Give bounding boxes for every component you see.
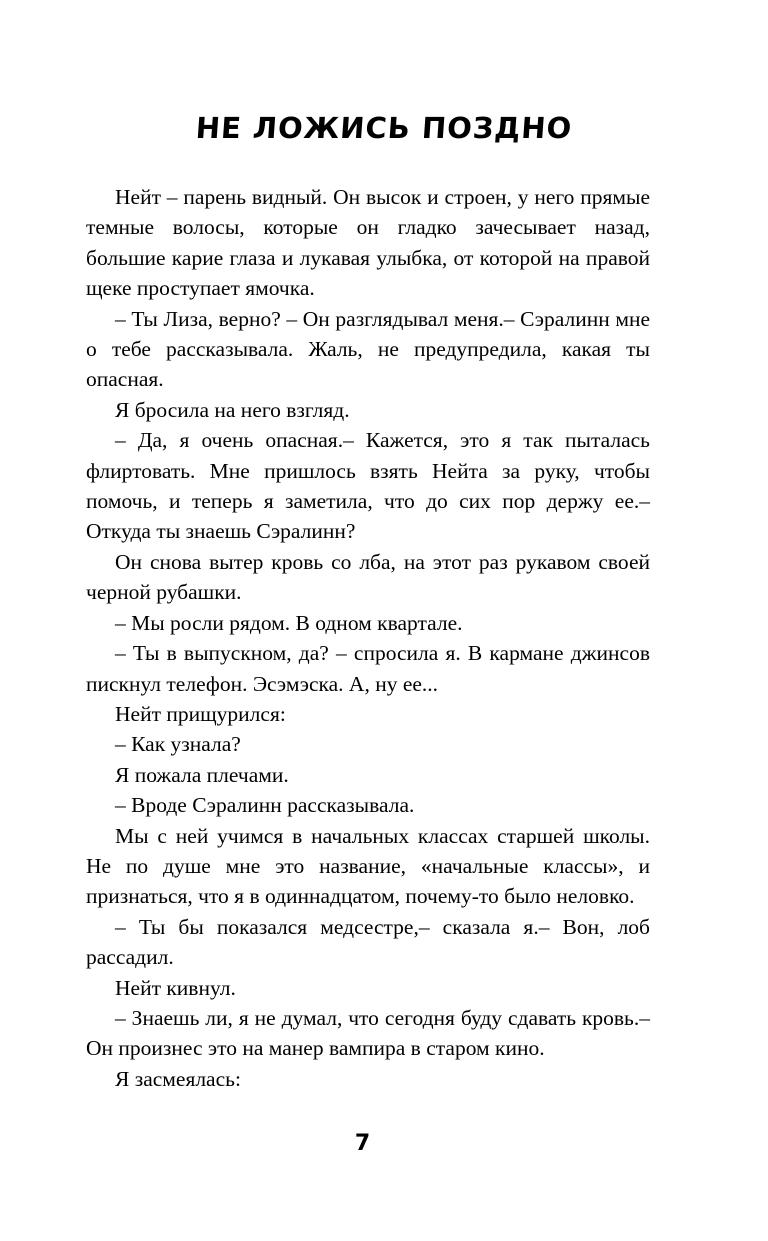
paragraph: Мы с ней учимся в начальных классах старшей школы. Не по душе мне это название, «начальные классы», и признаться, что я в одиннадцатом, почему-то было неловко. [86,823,650,909]
page-number: 7 [354,1131,371,1156]
paragraph: – Ты Лиза, верно? – Он разглядывал меня.– Сэралинн мне о тебе рассказывала. Жаль, не предупредила, какая ты опасная. [86,306,650,392]
paragraph: Он снова вытер кровь со лба, на этот раз рукавом своей черной рубашки. [86,549,650,605]
running-title: НЕ ЛОЖИСЬ ПОЗДНО [194,111,574,145]
paragraph: – Вроде Сэралинн рассказывала. [115,793,415,818]
paragraph: – Ты в выпускном, да? – спросила я. В кармане джинсов пискнул телефон. Эсэмэска. А, ну ее... [86,641,650,696]
paragraph: Нейт кивнул. [115,975,236,1000]
paragraph: Нейт – парень видный. Он высок и строен, у него прямые темные волосы, которые он гладко зачесывает назад, большие карие глаза и лукавая улыбка, от которой на правой щеке проступает ямочка. [86,185,650,301]
paragraph: Я засмеялась: [115,1066,241,1091]
paragraph: – Да, я очень опасная.– Кажется, это я так пыталась флиртовать. Мне пришлось взять Нейта за руку, чтобы помочь, и теперь я заметила, что до сих пор держу ее.– Откуда ты знаешь Сэралинн? [86,428,650,544]
paragraph: Я пожала плечами. [115,762,289,787]
paragraph: Нейт прищурился: [115,701,286,726]
body-text [86,182,650,1094]
paragraph: – Мы росли рядом. В одном квартале. [115,610,463,635]
paragraph: – Знаешь ли, я не думал, что сегодня буду сдавать кровь.– Он произнес это на манер вампира в старом кино. [86,1005,650,1061]
paragraph: Я бросила на него взгляд. [115,397,350,422]
paragraph: – Как узнала? [115,732,241,757]
paragraph: – Ты бы показался медсестре,– сказала я.– Вон, лоб рассадил. [86,914,650,970]
